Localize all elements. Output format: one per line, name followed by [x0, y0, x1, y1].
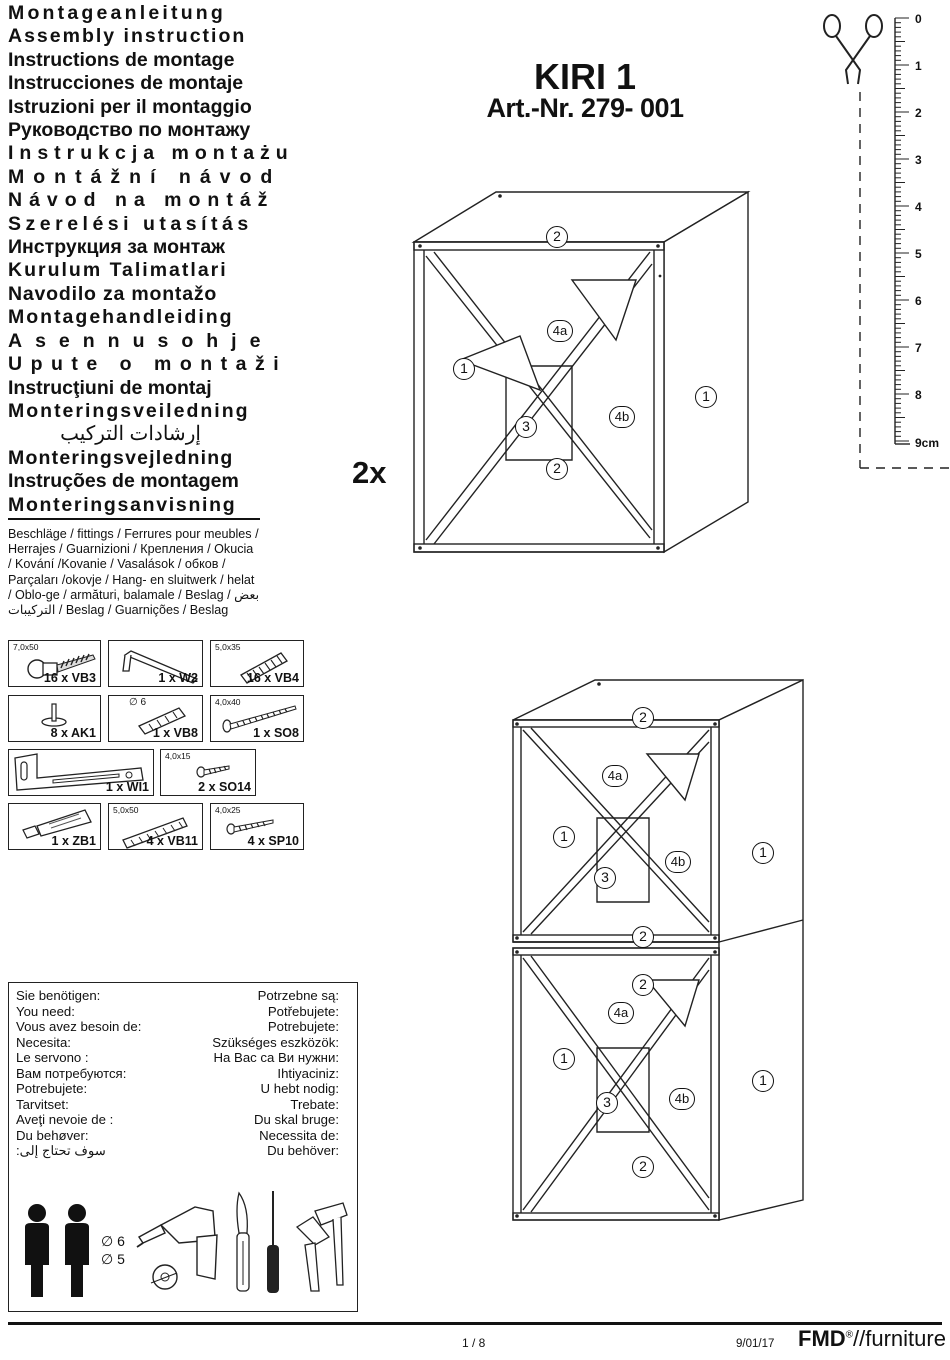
part-ak1: [8, 695, 101, 742]
title-line: Инструкция за монтаж: [8, 236, 225, 259]
part-quantity: 1 x W2: [158, 671, 198, 685]
part-size: 5,0x35: [215, 642, 241, 652]
callout-top-panel: 2: [632, 707, 654, 729]
title-line: Montagehandleiding: [8, 306, 234, 329]
part-quantity: 8 x AK1: [50, 726, 96, 740]
print-date: 9/01/17: [736, 1338, 775, 1350]
you-need-label: Potrebujete:: [16, 1081, 88, 1096]
part-quantity: 1 x SO8: [253, 726, 299, 740]
page-number: 1 / 8: [462, 1336, 486, 1350]
fittings-caption: Beschläge / fittings / Ferrures pour meubles / Herrajes / Guarnizioni / Крепления / Okucia / Kování /Kovanie / Vasalások / обков / Parçaları /okovje / Hang- en sluitwerk / helat / Oblo-ge / armături, balamale / Beslag / بعض التركيبات / Beslag / Guarnições / Beslag: [8, 527, 260, 618]
ruler-mark: 1: [915, 59, 922, 73]
part-size: 5,0x50: [113, 805, 139, 815]
part-so8: [210, 695, 304, 742]
you-need-label: سوف تحتاج إلى:: [16, 1143, 106, 1158]
title-line: Asennusohje: [8, 329, 274, 352]
title-line: Szerelési utasítás: [8, 212, 253, 235]
part-zb1: [8, 803, 101, 850]
title-line: Руководство по монтажу: [8, 119, 251, 142]
knife-icon: [231, 1189, 257, 1299]
ruler-mark: 0: [915, 12, 922, 26]
callout-side-right: 1: [695, 386, 717, 408]
cut-line: [820, 8, 950, 478]
part-size: ∅ 6: [129, 697, 147, 708]
part-vb3: [8, 640, 101, 687]
title-line: Assembly instruction: [8, 25, 247, 48]
ruler-mark: 5: [915, 247, 922, 261]
you-need-label: Du behöver:: [267, 1143, 339, 1158]
ruler-mark: 7: [915, 341, 922, 355]
title-line: Istruzioni per il montaggio: [8, 95, 252, 118]
callout-half-b: 4b: [609, 406, 635, 428]
title-list: [8, 2, 294, 517]
ruler-mark: 4: [915, 200, 922, 214]
callout-side-right: 1: [752, 842, 774, 864]
part-size: 7,0x50: [13, 642, 39, 652]
you-need-label: Du skal bruge:: [253, 1112, 339, 1127]
you-need-left-list: [16, 988, 141, 1159]
title-line: Monteringsanvisning: [8, 493, 237, 516]
callout-top-panel: 2: [632, 974, 654, 996]
you-need-label: Du behøver:: [16, 1127, 89, 1143]
you-need-label: Vous avez besoin de:: [16, 1019, 142, 1034]
part-w2: [108, 640, 203, 687]
brand-name: FMD: [798, 1326, 846, 1351]
you-need-label: Potřebujete:: [267, 1003, 339, 1019]
you-need-label: Ihtiyaciniz:: [277, 1065, 339, 1081]
tape-measure-icon: [147, 1259, 183, 1295]
callout-half-a: 4a: [547, 320, 573, 342]
brand-logo: [798, 1326, 946, 1352]
callout-side-left: 1: [553, 826, 575, 848]
part-quantity: 1 x VB8: [152, 726, 198, 740]
brand-suffix: //furniture: [853, 1326, 946, 1351]
scissors-icon: [824, 15, 882, 84]
callout-half-a: 4a: [608, 1002, 634, 1024]
callout-divider: 3: [596, 1092, 618, 1114]
part-vb8: [108, 695, 203, 742]
part-quantity: 1 x ZB1: [51, 834, 96, 848]
drill-size: ∅ 6: [101, 1233, 125, 1249]
brand-registered: ®: [845, 1329, 854, 1341]
you-need-label: Aveţi nevoie de :: [16, 1112, 114, 1127]
you-need-label: Potrebujete:: [267, 1019, 339, 1034]
title-line: Upute o montaži: [8, 353, 288, 376]
callout-side-left: 1: [553, 1048, 575, 1070]
article-number: Art.-Nr. 279- 001: [486, 93, 684, 123]
title-line: Instrucciones de montaje: [8, 72, 244, 95]
ruler-mark: 2: [915, 106, 922, 120]
hammer-icon: [285, 1197, 355, 1297]
stacked-cabinet-illustration: [505, 670, 815, 1230]
title-line: Montageanleitung: [8, 2, 227, 24]
callout-half-b: 4b: [665, 851, 691, 873]
part-sp10: [210, 803, 304, 850]
you-need-label: You need:: [16, 1003, 75, 1019]
you-need-label: Sie benötigen:: [16, 988, 101, 1003]
part-quantity: 1 x WI1: [105, 780, 149, 794]
part-quantity: 16 x VB3: [43, 671, 96, 685]
part-size: 4,0x15: [165, 751, 191, 761]
you-need-label: На Вас са Ви нужни:: [213, 1050, 339, 1065]
ruler-mark: 3: [915, 153, 922, 167]
title-line: Kurulum Talimatlari: [8, 259, 228, 282]
you-need-label: Вам потребуются:: [16, 1065, 127, 1081]
callout-side-right: 1: [752, 1070, 774, 1092]
title-line: Návod na montáž: [8, 189, 275, 212]
drill-size: ∅ 5: [101, 1251, 125, 1267]
title-line: Instrukcja montażu: [8, 142, 294, 165]
part-quantity: 16 x VB4: [246, 671, 299, 685]
part-wi1: [8, 749, 154, 796]
ruler-mark: 9cm: [915, 436, 940, 450]
callout-half-b: 4b: [669, 1088, 695, 1110]
you-need-label: Necessita de:: [259, 1127, 339, 1143]
title-line: Instrucţiuni de montaj: [8, 376, 212, 399]
footer-rule: [8, 1322, 942, 1325]
tools-needed-box: [8, 982, 358, 1312]
callout-bottom-panel: 2: [632, 926, 654, 948]
you-need-label: Potrzebne są:: [257, 988, 339, 1003]
you-need-right-list: [212, 988, 339, 1159]
ruler-mark: 8: [915, 388, 922, 402]
title-line: Navodilo za montažo: [8, 282, 218, 305]
divider-line: [8, 518, 260, 520]
screwdriver-icon: [263, 1187, 283, 1299]
part-vb11: [108, 803, 203, 850]
you-need-label: Le servono :: [16, 1050, 89, 1065]
two-persons-icon: [21, 1201, 93, 1301]
part-quantity: 2 x SO14: [198, 780, 251, 794]
title-line: Instruções de montagem: [8, 470, 239, 493]
callout-divider: 3: [515, 416, 537, 438]
callout-divider: 3: [594, 867, 616, 889]
product-name: KIRI 1: [533, 56, 637, 97]
you-need-label: Tarvitset:: [16, 1096, 69, 1112]
product-quantity: 2x: [352, 455, 387, 490]
title-line: Monteringsveiledning: [8, 399, 250, 422]
title-line: Monteringsvejledning: [8, 446, 234, 469]
part-vb4: [210, 640, 304, 687]
title-line: Montážní návod: [8, 165, 282, 188]
you-need-label: Trebate:: [290, 1096, 339, 1112]
part-quantity: 4 x VB11: [146, 834, 198, 848]
title-line: Instructions de montage: [8, 48, 235, 71]
you-need-label: Szükséges eszközök:: [212, 1034, 339, 1050]
part-quantity: 4 x SP10: [247, 834, 299, 848]
title-line-arabic: إرشادات التركيب: [60, 423, 201, 446]
callout-bottom-panel: 2: [632, 1156, 654, 1178]
callout-half-a: 4a: [602, 765, 628, 787]
part-so14: [160, 749, 256, 796]
you-need-label: U hebt nodig:: [260, 1081, 339, 1096]
you-need-label: Necesita:: [16, 1034, 71, 1050]
callout-bottom-panel: 2: [546, 458, 568, 480]
callout-side-left: 1: [453, 358, 475, 380]
callout-top-panel: 2: [546, 226, 568, 248]
part-size: 4,0x25: [215, 805, 241, 815]
part-size: 4,0x40: [215, 697, 241, 707]
ruler-mark: 6: [915, 294, 922, 308]
